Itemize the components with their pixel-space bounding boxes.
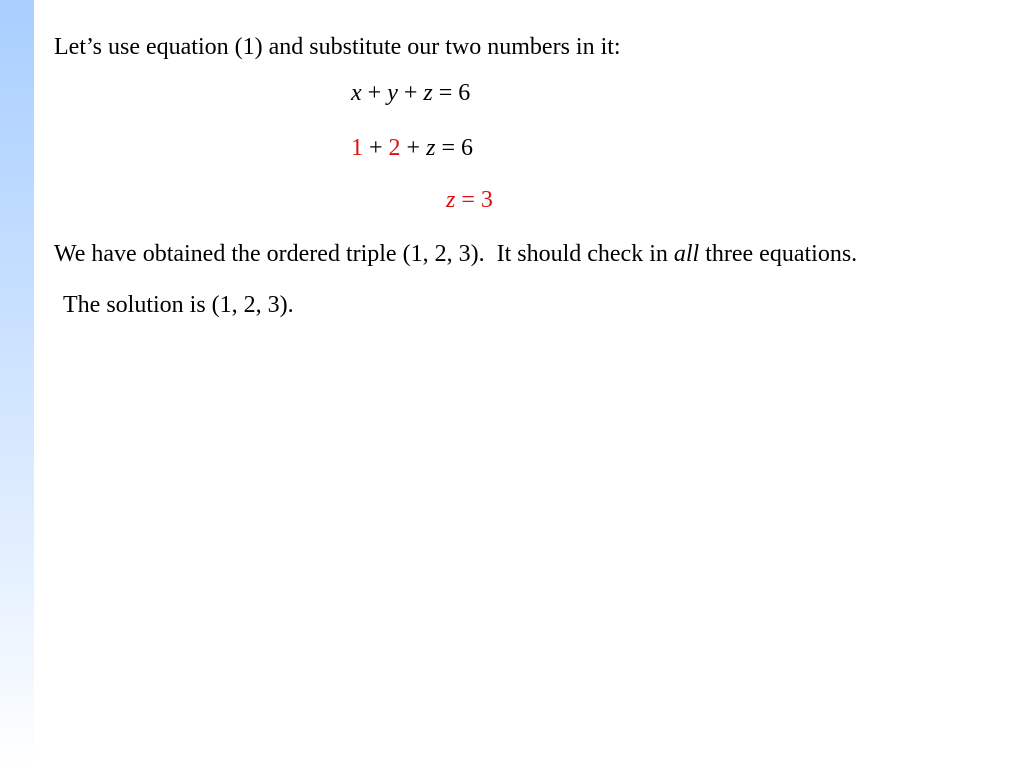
equation-substituted — [351, 134, 473, 162]
solution-text: The solution is (1, 2, 3). — [63, 292, 294, 318]
plus-sign: + — [400, 135, 427, 161]
plus-sign: + — [363, 135, 389, 161]
var-z: z — [446, 187, 456, 213]
value-one: 1 — [351, 135, 363, 161]
var-z: z — [423, 80, 433, 106]
var-y: y — [387, 80, 398, 106]
plus-sign: + — [361, 80, 388, 106]
var-x: x — [351, 80, 362, 106]
intro-text: Let’s use equation (1) and substitute our two numbers in it: — [54, 34, 621, 60]
conclusion-text — [54, 240, 857, 268]
conclusion-after: three equations. — [699, 241, 858, 267]
value-two: 2 — [388, 135, 401, 161]
equals-six: = 6 — [432, 80, 471, 106]
var-z: z — [426, 135, 436, 161]
conclusion-emphasis: all — [673, 241, 700, 267]
equation-original — [351, 79, 470, 107]
plus-sign: + — [397, 80, 424, 106]
equals-three: = 3 — [455, 187, 493, 213]
equals-six: = 6 — [435, 135, 473, 161]
equation-result — [446, 186, 493, 214]
conclusion-before: We have obtained the ordered triple (1, 2, 3). It should check in — [54, 241, 674, 267]
